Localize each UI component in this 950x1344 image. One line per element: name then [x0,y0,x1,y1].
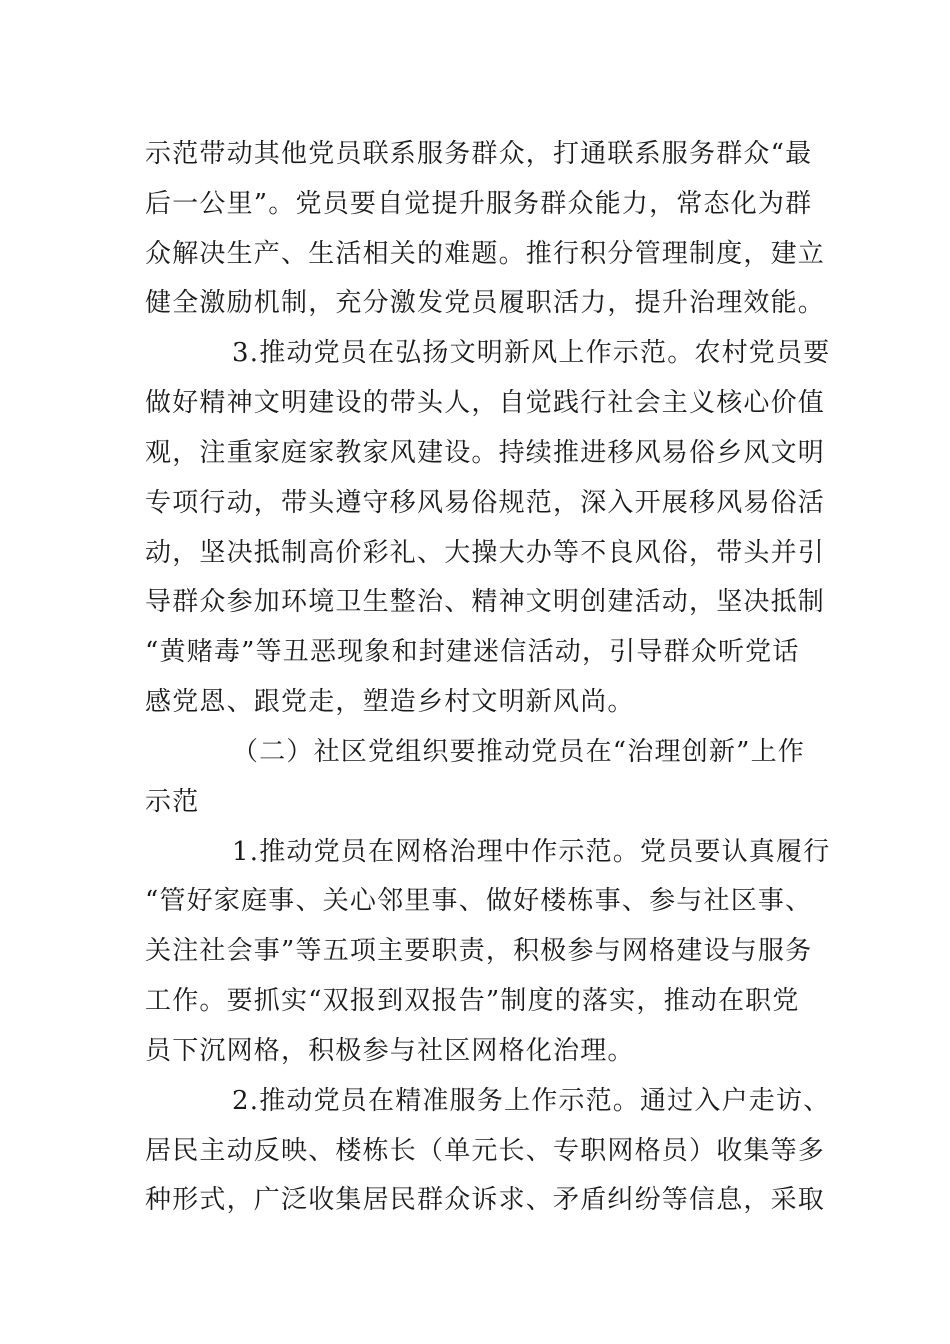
paragraph-line: 众解决生产、生活相关的难题。推行积分管理制度，建立 [145,239,826,269]
paragraph-line: 做好精神文明建设的带头人，自觉践行社会主义核心价值 [145,388,826,418]
paragraph-line: 专项行动，带头遵守移风易俗规范，深入开展移风易俗活 [145,488,826,518]
paragraph-line: 健全激励机制，充分激发党员履职活力，提升治理效能。 [145,288,826,318]
section-heading-1: 1.推动党员在网格治理中作示范。党员要认真履行 [232,837,831,867]
paragraph-line: 感党恩、跟党走，塑造乡村文明新风尚。 [145,687,635,717]
paragraph-line: 后一公里”。党员要自觉提升服务群众能力，常态化为群 [145,189,813,219]
paragraph-line: 种形式，广泛收集居民群众诉求、矛盾纠纷等信息，采取 [145,1185,826,1215]
paragraph-line: “管好家庭事、关心邻里事、做好楼栋事、参与社区事、 [145,886,813,916]
subsection-heading-continued: 示范 [145,787,200,817]
subsection-heading: （二）社区党组织要推动党员在“治理创新”上作 [232,737,805,767]
paragraph-line: 观，注重家庭家教家风建设。持续推进移风易俗乡风文明 [145,438,826,468]
paragraph-line: 示范带动其他党员联系服务群众，打通联系服务群众“最 [145,139,813,169]
section-heading-3: 3.推动党员在弘扬文明新风上作示范。农村党员要 [232,338,831,368]
paragraph-line: 关注社会事”等五项主要职责，积极参与网格建设与服务 [145,936,813,966]
paragraph-line: “黄赌毒”等丑恶现象和封建迷信活动，引导群众听党话 [145,637,800,667]
paragraph-line: 员下沉网格，积极参与社区网格化治理。 [145,1036,635,1066]
paragraph-line: 居民主动反映、楼栋长（单元长、专职网格员）收集等多 [145,1136,826,1166]
paragraph-line: 工作。要抓实“双报到双报告”制度的落实，推动在职党 [145,986,800,1016]
paragraph-line: 导群众参加环境卫生整治、精神文明创建活动，坚决抵制 [145,587,826,617]
paragraph-line: 动，坚决抵制高价彩礼、大操大办等不良风俗，带头并引 [145,538,826,568]
section-heading-2: 2.推动党员在精准服务上作示范。通过入户走访、 [232,1086,831,1116]
